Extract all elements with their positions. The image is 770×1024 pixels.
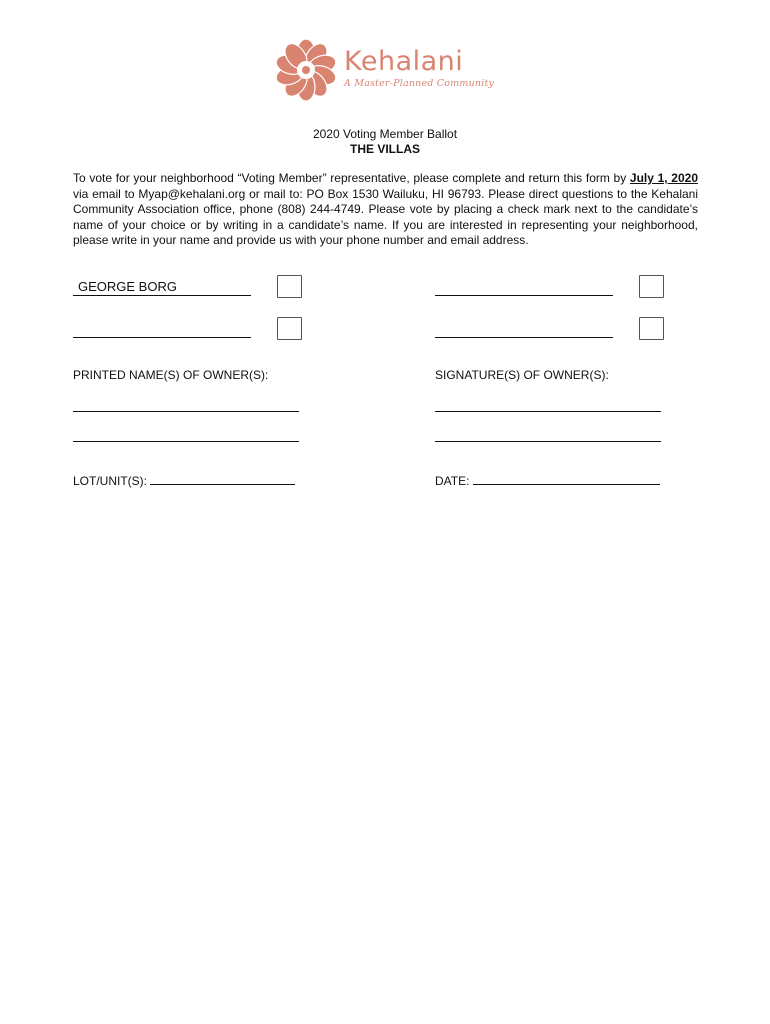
deadline-date: July 1, 2020 [629, 171, 698, 185]
candidate-checkbox-1[interactable] [277, 275, 302, 298]
date-field [435, 474, 660, 488]
ballot-title: 2020 Voting Member Ballot [312, 127, 458, 141]
candidate-checkbox-2[interactable] [277, 317, 302, 340]
date-label: DATE: [435, 474, 470, 488]
signature-line-1[interactable] [435, 411, 661, 412]
candidate-name-1: GEORGE BORG [78, 279, 177, 294]
kehalani-logo [274, 38, 504, 102]
candidate-line-1[interactable] [73, 295, 251, 296]
lot-unit-line[interactable] [150, 483, 295, 485]
instructions-part-2: via email to Myap@kehalani.org or mail to: PO Box 1530 Wailuku, HI 96793. Please direct questions to the Kehalani Community Association office, phone (808) 244-4749. Please vote by placing a check mark next to the candidate’s name of your choice or by writing in a candidate’s name. If you are interested in representing your neighborhood, please write in your name and provide us with your phone number and email address. [73, 186, 698, 248]
candidate-checkbox-3[interactable] [639, 275, 664, 298]
ballot-subtitle: THE VILLAS [349, 142, 420, 156]
printed-name-line-2[interactable] [73, 441, 299, 442]
brand-tagline: A Master-Planned Community [344, 78, 495, 89]
candidate-line-3[interactable] [435, 295, 613, 296]
printed-name-line-1[interactable] [73, 411, 299, 412]
signature-label: SIGNATURE(S) OF OWNER(S): [435, 368, 609, 382]
candidate-line-4[interactable] [435, 337, 613, 338]
signature-line-2[interactable] [435, 441, 661, 442]
brand-name: Kehalani [344, 46, 464, 77]
lot-unit-field [73, 474, 295, 488]
instructions-part-1: To vote for your neighborhood “Voting Member” representative, please complete and return this form by [73, 171, 630, 185]
lot-unit-label: LOT/UNIT(S): [73, 474, 147, 488]
flower-logo-icon [274, 38, 338, 102]
printed-name-label: PRINTED NAME(S) OF OWNER(S): [73, 368, 269, 382]
date-line[interactable] [473, 483, 660, 485]
candidate-line-2[interactable] [73, 337, 251, 338]
candidate-checkbox-4[interactable] [639, 317, 664, 340]
instructions-paragraph [73, 171, 698, 249]
